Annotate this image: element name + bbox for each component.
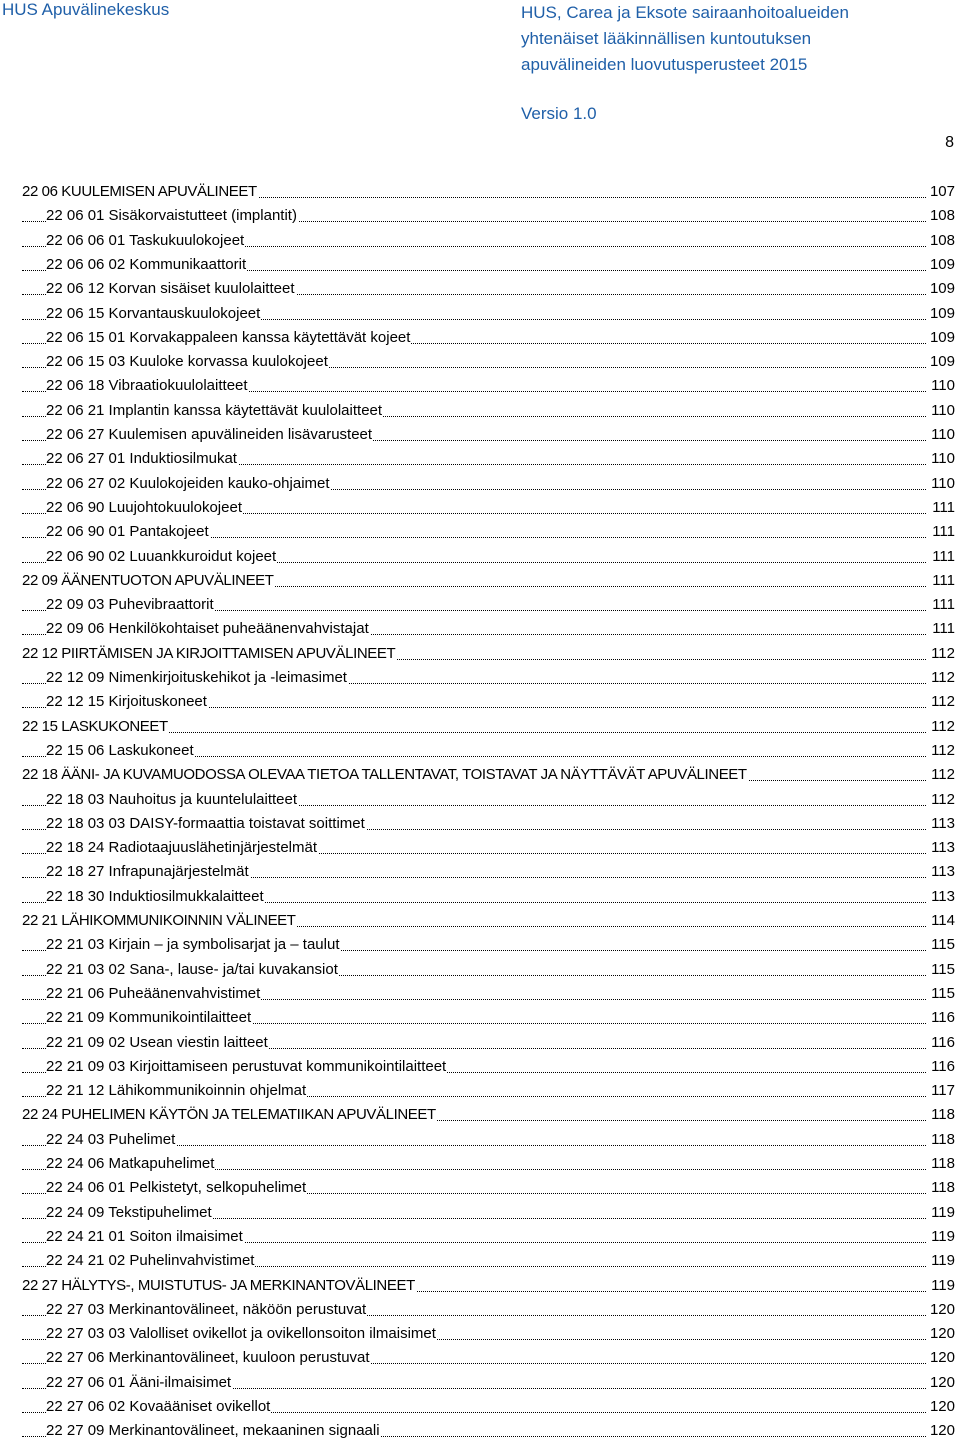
toc-entry[interactable] <box>0 668 960 692</box>
toc-entry[interactable] <box>0 619 960 643</box>
toc-entry-page[interactable]: 112 <box>931 693 955 711</box>
toc-entry-title[interactable]: 22 21 06 Puheäänenvahvistimet <box>46 984 261 1002</box>
toc-entry-title[interactable]: 22 21 03 Kirjain – ja symbolisarjat ja – taulut <box>46 936 340 954</box>
toc-entry-page[interactable]: 109 <box>929 304 955 322</box>
toc-entry-page[interactable]: 112 <box>931 741 955 759</box>
toc-entry[interactable] <box>0 328 960 352</box>
toc-entry-title[interactable]: 22 21 LÄHIKOMMUNIKOINNIN VÄLINEET <box>22 912 296 929</box>
toc-entry-title[interactable]: 22 06 90 Luujohtokuulokojeet <box>46 498 242 516</box>
toc-entry-title[interactable]: 22 21 12 Lähikommunikoinnin ohjelmat <box>46 1082 307 1100</box>
document-title-line-1: HUS, Carea ja Eksote sairaanhoitoalueiden <box>521 3 849 22</box>
toc-entry-title[interactable]: 22 21 09 02 Usean viestin laitteet <box>46 1033 268 1051</box>
toc-entry[interactable] <box>0 376 960 400</box>
toc-entry-page[interactable]: 113 <box>931 814 955 832</box>
toc-entry-title[interactable]: 22 12 09 Nimenkirjoituskehikot ja -leimasimet <box>46 669 347 686</box>
toc-entry[interactable] <box>0 862 960 886</box>
toc-entry[interactable] <box>0 425 960 449</box>
toc-entry-title[interactable]: 22 06 15 01 Korvakappaleen kanssa käytettävät kojeet <box>46 328 411 346</box>
toc-entry-page[interactable]: 117 <box>931 1082 955 1100</box>
toc-entry-title[interactable]: 22 24 21 01 Soiton ilmaisimet <box>46 1227 243 1245</box>
toc-entry-title[interactable]: 22 27 06 01 Ääni-ilmaisimet <box>46 1373 232 1391</box>
toc-entry-title[interactable]: 22 24 PUHELIMEN KÄYTÖN JA TELEMATIIKAN APUVÄLINEET <box>22 1106 436 1124</box>
toc-entry-page[interactable]: 120 <box>929 1300 955 1318</box>
toc-entry-title[interactable]: 22 09 03 Puhevibraattorit <box>46 596 214 614</box>
toc-entry-title[interactable]: 22 18 30 Induktiosilmukkalaitteet <box>46 887 264 905</box>
toc-entry-page[interactable]: 108 <box>929 231 955 249</box>
toc-entry-page[interactable]: 109 <box>929 328 955 346</box>
toc-entry-title[interactable]: 22 12 PIIRTÄMISEN JA KIRJOITTAMISEN APUVÄLINEET <box>22 644 396 662</box>
toc-entry-page[interactable]: 111 <box>932 620 955 638</box>
toc-entry-title[interactable]: 22 24 03 Puhelimet <box>46 1130 176 1148</box>
toc-entry-page[interactable]: 110 <box>931 450 955 468</box>
toc-entry-title[interactable]: 22 24 06 01 Pelkistetyt, selkopuhelimet <box>46 1179 307 1197</box>
toc-entry-page[interactable]: 118 <box>931 1179 955 1197</box>
toc-entry[interactable] <box>0 1057 960 1081</box>
toc-entry-page[interactable]: 109 <box>929 353 955 371</box>
toc-entry-title[interactable]: 22 06 18 Vibraatiokuulolaitteet <box>46 377 248 395</box>
toc-entry-page[interactable]: 118 <box>931 1155 955 1172</box>
toc-entry-title[interactable]: 22 18 27 Infrapunajärjestelmät <box>46 863 249 881</box>
toc-entry-title[interactable]: 22 21 03 02 Sana-, lause- ja/tai kuvakansiot <box>46 960 338 978</box>
toc-entry-title[interactable]: 22 24 06 Matkapuhelimet <box>46 1155 215 1172</box>
toc-entry[interactable] <box>0 1276 960 1300</box>
toc-entry-page[interactable]: 119 <box>931 1276 955 1294</box>
toc-entry-page[interactable]: 109 <box>929 255 955 273</box>
toc-entry[interactable] <box>0 1203 960 1227</box>
toc-entry-page[interactable]: 111 <box>932 596 955 614</box>
toc-entry-page[interactable]: 113 <box>931 887 955 905</box>
toc-entry-title[interactable]: 22 18 03 03 DAISY-formaattia toistavat soittimet <box>46 814 365 832</box>
toc-entry-page[interactable]: 113 <box>931 863 955 881</box>
toc-entry-page[interactable]: 119 <box>931 1203 955 1221</box>
toc-entry[interactable] <box>0 231 960 255</box>
toc-entry-page[interactable]: 118 <box>931 1106 955 1124</box>
toc-entry[interactable] <box>0 474 960 498</box>
toc-entry[interactable] <box>0 206 960 230</box>
toc-entry-title[interactable]: 22 09 ÄÄNENTUOTON APUVÄLINEET <box>22 571 274 589</box>
toc-entry-page[interactable]: 112 <box>931 717 955 735</box>
toc-entry-title[interactable]: 22 21 09 Kommunikointilaitteet <box>46 1009 252 1027</box>
toc-entry-title[interactable]: 22 06 15 03 Kuuloke korvassa kuulokojeet <box>46 353 328 371</box>
toc-entry[interactable] <box>0 984 960 1008</box>
toc-entry-title[interactable]: 22 27 06 Merkinantovälineet, kuuloon perustuvat <box>46 1349 370 1367</box>
toc-entry-title[interactable]: 22 18 24 Radiotaajuuslähetinjärjestelmät <box>46 839 318 857</box>
toc-entry[interactable] <box>0 1081 960 1105</box>
page-number: 8 <box>945 134 954 151</box>
toc-entry[interactable] <box>0 1373 960 1397</box>
toc-entry-page[interactable]: 116 <box>931 1009 955 1027</box>
toc-entry-title[interactable]: 22 24 21 02 Puhelinvahvistimet <box>46 1252 255 1270</box>
toc-entry-title[interactable]: 22 27 06 02 Kovaääniset ovikellot <box>46 1398 271 1415</box>
toc-entry[interactable] <box>0 692 960 716</box>
toc-entry-title[interactable]: 22 06 21 Implantin kanssa käytettävät kuulolaitteet <box>46 401 383 419</box>
toc-entry-title[interactable]: 22 06 27 02 Kuulokojeiden kauko-ohjaimet <box>46 474 330 492</box>
toc-entry[interactable] <box>0 449 960 473</box>
toc-entry-title[interactable]: 22 06 27 Kuulemisen apuvälineiden lisävarusteet <box>46 426 373 443</box>
toc-entry-page[interactable]: 112 <box>931 669 955 686</box>
toc-entry-page[interactable]: 120 <box>929 1349 955 1367</box>
toc-entry-title[interactable]: 22 09 06 Henkilökohtaiset puheäänenvahvistajat <box>46 620 369 638</box>
toc-entry-page[interactable]: 116 <box>931 1033 955 1051</box>
toc-entry-title[interactable]: 22 15 06 Laskukoneet <box>46 741 194 759</box>
toc-entry[interactable] <box>0 401 960 425</box>
document-title <box>521 0 849 78</box>
toc-entry-page[interactable]: 111 <box>932 571 955 589</box>
toc-entry-title[interactable]: 22 06 15 Korvantauskuulokojeet <box>46 304 261 322</box>
toc-entry-page[interactable]: 115 <box>931 960 955 978</box>
toc-entry-title[interactable]: 22 27 03 03 Valolliset ovikellot ja ovikellonsoiton ilmaisimet <box>46 1325 436 1343</box>
toc-entry-page[interactable]: 120 <box>929 1398 955 1415</box>
toc-entry[interactable] <box>0 1033 960 1057</box>
toc-entry-page[interactable]: 119 <box>931 1227 955 1245</box>
toc-entry[interactable] <box>0 935 960 959</box>
toc-entry[interactable] <box>0 838 960 862</box>
toc-entry-page[interactable]: 112 <box>931 766 955 784</box>
toc-entry-title[interactable]: 22 06 90 02 Luuankkuroidut kojeet <box>46 547 277 565</box>
toc-entry[interactable] <box>0 547 960 571</box>
toc-entry[interactable] <box>0 1008 960 1032</box>
toc-entry-page[interactable]: 120 <box>929 1373 955 1391</box>
toc-entry-page[interactable]: 110 <box>931 377 955 395</box>
toc-entry[interactable] <box>0 522 960 546</box>
toc-entry-title[interactable]: 22 27 03 Merkinantovälineet, näköön perustuvat <box>46 1300 367 1318</box>
toc-entry[interactable] <box>0 182 960 206</box>
toc-entry[interactable] <box>0 352 960 376</box>
toc-entry[interactable] <box>0 1251 960 1275</box>
toc-entry-title[interactable]: 22 06 27 01 Induktiosilmukat <box>46 450 237 468</box>
toc-entry-page[interactable]: 107 <box>929 183 955 200</box>
toc-entry-title[interactable]: 22 21 09 03 Kirjoittamiseen perustuvat kommunikointilaitteet <box>46 1057 447 1075</box>
toc-entry-page[interactable]: 112 <box>931 790 955 808</box>
toc-entry[interactable] <box>0 741 960 765</box>
toc-entry-page[interactable]: 111 <box>932 547 955 565</box>
toc-entry[interactable] <box>0 279 960 303</box>
document-title-line-3: apuvälineiden luovutusperusteet 2015 <box>521 55 808 74</box>
toc-entry-page[interactable]: 120 <box>929 1422 955 1440</box>
toc-entry-page[interactable]: 118 <box>931 1130 955 1148</box>
toc-entry-title[interactable]: 22 12 15 Kirjoituskoneet <box>46 693 207 711</box>
toc-entry-title[interactable]: 22 24 09 Tekstipuhelimet <box>46 1203 212 1221</box>
toc-entry[interactable] <box>0 1397 960 1421</box>
toc-entry-title[interactable]: 22 18 ÄÄNI- JA KUVAMUODOSSA OLEVAA TIETOA TALLENTAVAT, TOISTAVAT JA NÄYTTÄVÄT APUVÄLINEET <box>22 766 747 784</box>
toc-entry-page[interactable]: 108 <box>929 207 955 225</box>
toc-entry[interactable] <box>0 304 960 328</box>
toc-entry[interactable] <box>0 1130 960 1154</box>
toc-entry[interactable] <box>0 887 960 911</box>
toc-entry[interactable] <box>0 644 960 668</box>
document-version: Versio 1.0 <box>521 104 597 123</box>
toc-entry[interactable] <box>0 255 960 279</box>
toc-entry-title[interactable]: 22 27 HÄLYTYS-, MUISTUTUS- JA MERKINANTOVÄLINEET <box>22 1276 415 1294</box>
toc-entry-title[interactable]: 22 06 06 01 Taskukuulokojeet <box>46 231 245 249</box>
toc-entry-title[interactable]: 22 06 01 Sisäkorvaistutteet (implantit) <box>46 207 297 225</box>
toc-entry-page[interactable]: 110 <box>931 474 955 492</box>
toc-entry-title[interactable]: 22 06 06 02 Kommunikaattorit <box>46 255 247 273</box>
toc-entry[interactable] <box>0 1300 960 1324</box>
toc-entry[interactable] <box>0 960 960 984</box>
toc-entry-page[interactable]: 109 <box>929 280 955 298</box>
toc-entry[interactable] <box>0 1154 960 1178</box>
toc-entry-title[interactable]: 22 18 03 Nauhoitus ja kuuntelulaitteet <box>46 790 298 808</box>
toc-entry-title[interactable]: 22 27 09 Merkinantovälineet, mekaaninen signaali <box>46 1422 380 1440</box>
toc-entry-page[interactable]: 113 <box>931 839 955 857</box>
toc-entry-title[interactable]: 22 06 KUULEMISEN APUVÄLINEET <box>22 183 257 200</box>
toc-entry[interactable] <box>0 1348 960 1372</box>
toc-entry-page[interactable]: 116 <box>931 1057 955 1075</box>
document-title-line-2: yhtenäiset lääkinnällisen kuntoutuksen <box>521 29 812 48</box>
toc-entry-page[interactable]: 111 <box>932 498 955 516</box>
toc-entry-page[interactable]: 110 <box>931 401 955 419</box>
toc-entry-page[interactable]: 115 <box>931 984 955 1002</box>
toc-entry-title[interactable]: 22 06 90 01 Pantakojeet <box>46 523 209 541</box>
organization-name: HUS Apuvälinekeskus <box>2 0 170 19</box>
toc-entry-page[interactable]: 114 <box>931 912 955 929</box>
toc-entry[interactable] <box>0 790 960 814</box>
toc-entry-page[interactable]: 115 <box>931 936 955 954</box>
toc-entry[interactable] <box>0 717 960 741</box>
toc-entry-page[interactable]: 111 <box>932 523 955 541</box>
toc-entry-title[interactable]: 22 06 12 Korvan sisäiset kuulolaitteet <box>46 280 295 298</box>
toc-entry[interactable] <box>0 814 960 838</box>
toc-entry[interactable] <box>0 1105 960 1129</box>
toc-entry[interactable] <box>0 765 960 789</box>
toc-entry-page[interactable]: 120 <box>929 1325 955 1343</box>
toc-entry[interactable] <box>0 595 960 619</box>
toc-entry[interactable] <box>0 1178 960 1202</box>
toc-entry[interactable] <box>0 571 960 595</box>
toc-entry[interactable] <box>0 1421 960 1445</box>
toc-entry[interactable] <box>0 1324 960 1348</box>
toc-entry[interactable] <box>0 1227 960 1251</box>
toc-entry-page[interactable]: 112 <box>931 644 955 662</box>
toc-entry[interactable] <box>0 911 960 935</box>
toc-entry-page[interactable]: 110 <box>931 426 955 443</box>
toc-entry[interactable] <box>0 498 960 522</box>
toc-entry-page[interactable]: 119 <box>931 1252 955 1270</box>
toc-entry-title[interactable]: 22 15 LASKUKONEET <box>22 717 168 735</box>
